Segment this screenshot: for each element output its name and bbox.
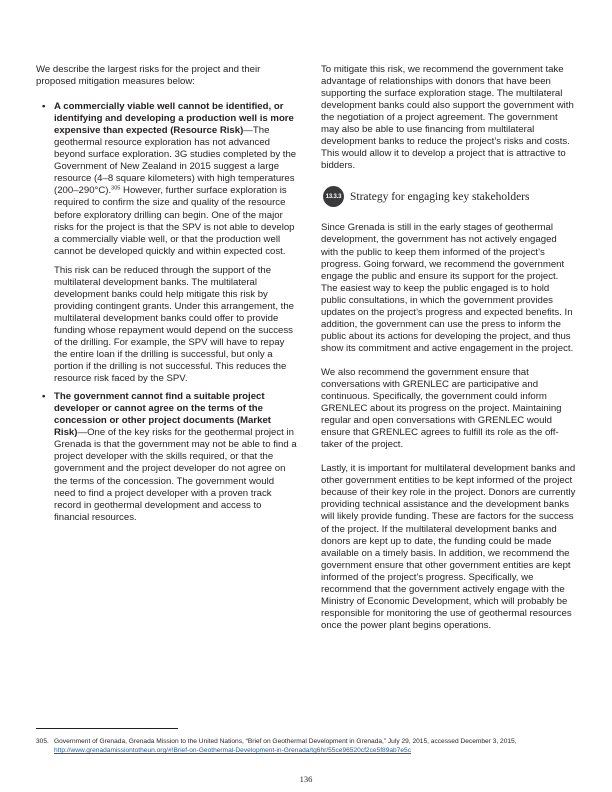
risk-body-continued: However, further surface exploration is required to confirm the size and quality of the resource before exploratory drilling can begin. One of the major risks for the project is that the SPV is not able to develop a commercially viable well, or that the production well cannot be developed quickly and within expected cost. xyxy=(54,185,295,257)
bullet-icon: • xyxy=(42,101,46,113)
right-column xyxy=(321,64,576,632)
risk-item-resource xyxy=(36,101,297,385)
footnote-citation: Government of Grenada, Grenada Mission to the United Nations, “Brief on Geothermal Development in Grenada,” July 29, 2015, accessed December 3, 2015, xyxy=(54,738,517,745)
risk-description xyxy=(54,101,297,258)
risk-title: A commercially viable well cannot be identified, or identifying and developing a production well is more expensive than expected (Resource Risk) xyxy=(54,101,294,137)
risk-body: —One of the key risks for the geothermal project in Grenada is that the government may not be able to find a project developer with the skills required, or that the government and the project developer do not agree on the terms of the concession. The government would need to find a project developer with a proven track record in geothermal development and access to financial resources. xyxy=(54,427,297,523)
body-paragraph: Lastly, it is important for multilateral development banks and other government entities to be kept informed of the project because of their key role in the project. Donors are currently providing technical assistance and the development banks will likely provide funding. These are factors for the success of the project. If the multilateral development banks and donors are kept up to date, the funding could be made available on a timely basis. In addition, we recommend the government ensure that other government entities are kept informed of the project’s progress. Specifically, we recommend that the government actively engage with the Ministry of Economic Development, which will probably be responsible for monitoring the use of geothermal resources once the power plant begins operations. xyxy=(321,463,576,631)
section-heading xyxy=(321,186,576,207)
footnote-number: 305. xyxy=(36,738,49,745)
risk-title: The government cannot find a suitable project developer or cannot agree on the terms of the concession or other project documents (Market Risk) xyxy=(54,391,271,439)
footnote xyxy=(36,737,576,756)
intro-paragraph: We describe the largest risks for the project and their proposed mitigation measures below: xyxy=(36,64,261,88)
section-number-badge: 13.3.3 xyxy=(323,186,344,207)
footnote-link[interactable]: http://www.grenadamissiontotheun.org/#!Brief-on-Geothermal-Development-in-Grenada/tg6hr/55ce96520cf2ce5f89ab7e5c xyxy=(54,747,412,755)
risk-item-market xyxy=(36,391,297,524)
left-column xyxy=(36,64,297,524)
risk-mitigation: This risk can be reduced through the support of the multilateral development banks. The multilateral development banks could help mitigate this risk by providing contingent grants. Under this arrangement, the multilateral development banks could offer to provide funding whose repayment would depend on the success of the drilling. For example, the SPV will have to repay the entire loan if the drilling is successful, but only a portion if the drilling is not successful. This reduces the resource risk faced by the SPV. xyxy=(54,264,294,385)
footnote-divider xyxy=(36,728,178,729)
footnote-text xyxy=(36,737,576,756)
risk-body: —The geothermal resource exploration has not advanced beyond surface exploration. 3G studies completed by the Government of New Zealand in 2015 suggest a large resource (4–8 square kilometers) with high temperatures (200–290°C). xyxy=(54,125,297,197)
risk-list xyxy=(36,101,297,524)
body-paragraph: We also recommend the government ensure that conversations with GRENLEC are participative and continuous. Specifically, the government could inform GRENLEC about its progress on the project. Maintaining regular and open conversations with GRENLEC would ensure that GRENLEC agrees to fulfill its role as the off-taker of the project. xyxy=(321,366,562,451)
risk-description xyxy=(54,391,297,524)
section-title: Strategy for engaging key stakeholders xyxy=(350,190,530,203)
mitigation-paragraph: To mitigate this risk, we recommend the government take advantage of relationships with donors that have been supporting the surface exploration stage. The multilateral development banks could also support the government with the negotiation of a project agreement. The government may also be able to use financing from multilateral development banks to reduce the project’s risks and costs. This would allow it to develop a project that is attractive to bidders. xyxy=(321,64,574,172)
body-paragraph: Since Grenada is still in the early stages of geothermal development, the government has not actively engaged with the public to keep them informed of the project’s progress. Going forward, we recommend the government engage the public and ensure its support for the project. The easiest way to keep the public engaged is to hold public consultations, in which the government provides updates on the project’s progress and expected benefits. In addition, the government can use the press to inform the public about its actions for developing the project, and thus show its commitment and active engagement in the project. xyxy=(321,222,574,354)
bullet-icon: • xyxy=(42,391,46,403)
footnote-reference: 305 xyxy=(111,185,121,192)
page-number: 136 xyxy=(299,774,313,784)
